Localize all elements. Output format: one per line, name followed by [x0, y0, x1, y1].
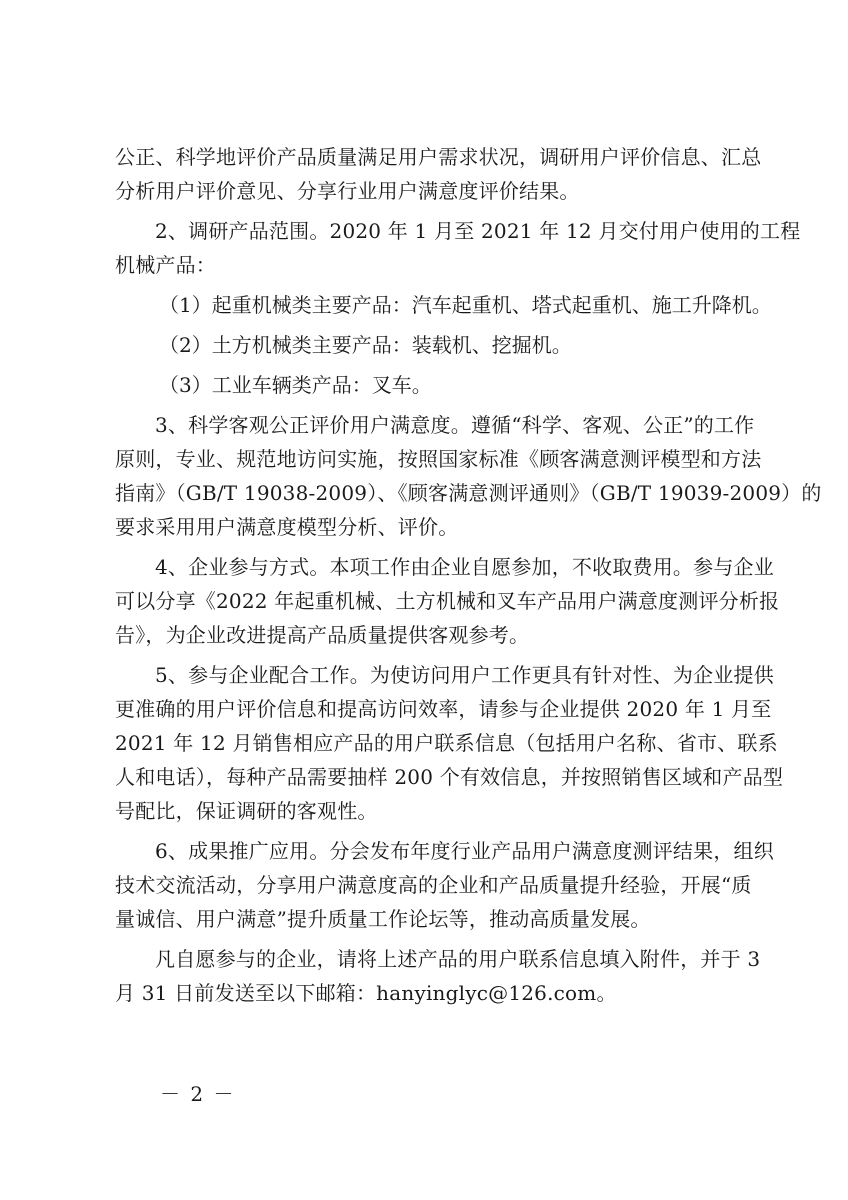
text-line: 3、科学客观公正评价用户满意度。遵循“科学、客观、公正”的工作 — [155, 413, 755, 437]
text-line: 机械产品： — [115, 253, 216, 277]
text-line: 指南》（GB/T 19038-2009）、《顾客满意测评通则》（GB/T 19039-2009）的 — [115, 481, 822, 505]
text-line: 人和电话），每种产品需要抽样 200 个有效信息，并按照销售区域和产品型 — [115, 765, 784, 789]
text-line: 量诚信、用户满意”提升质量工作论坛等，推动高质量发展。 — [115, 907, 651, 931]
document-body — [115, 140, 822, 1016]
text-line: 2021 年 12 月销售相应产品的用户联系信息（包括用户名称、省市、联系 — [115, 731, 778, 755]
text-line: 号配比，保证调研的客观性。 — [115, 799, 378, 823]
paragraph-evaluation-method — [115, 408, 822, 544]
paragraph-results-application — [115, 834, 774, 936]
text-line: 告》，为企业改进提高产品质量提供客观参考。 — [115, 623, 530, 647]
page-number: － 2 － — [160, 1082, 236, 1106]
text-line: 可以分享《2022 年起重机械、土方机械和叉车产品用户满意度测评分析报 — [115, 589, 780, 613]
paragraph-product-scope — [115, 214, 801, 282]
paragraph-submission — [115, 942, 761, 1010]
paragraph-participation — [115, 550, 780, 652]
text-line: 公正、科学地评价产品质量满足用户需求状况，调研用户评价信息、汇总 — [115, 145, 762, 169]
list-item-lifting-machinery: （1）起重机械类主要产品：汽车起重机、塔式起重机、施工升降机。 — [159, 293, 772, 317]
paragraph-intro-continuation — [115, 140, 762, 208]
text-line: 4、企业参与方式。本项工作由企业自愿参加，不收取费用。参与企业 — [155, 555, 774, 579]
list-item-earthmoving-machinery: （2）土方机械类主要产品：装载机、挖掘机。 — [159, 333, 572, 357]
text-line: 凡自愿参与的企业，请将上述产品的用户联系信息填入附件，并于 3 — [155, 947, 761, 971]
text-line: 分析用户评价意见、分享行业用户满意度评价结果。 — [115, 179, 580, 203]
text-line: 技术交流活动，分享用户满意度高的企业和产品质量提升经验，开展“质 — [115, 873, 752, 897]
text-line: 要求采用用户满意度模型分析、评价。 — [115, 515, 459, 539]
text-line: 5、参与企业配合工作。为使访问用户工作更具有针对性、为企业提供 — [155, 663, 774, 687]
list-item-industrial-vehicles: （3）工业车辆类产品：叉车。 — [159, 373, 432, 397]
text-line: 更准确的用户评价信息和提高访问效率，请参与企业提供 2020 年 1 月至 — [115, 697, 772, 721]
text-line: 6、成果推广应用。分会发布年度行业产品用户满意度测评结果，组织 — [155, 839, 774, 863]
paragraph-cooperation — [115, 658, 784, 828]
text-line: 月 31 日前发送至以下邮箱：hanyinglyc@126.com。 — [115, 981, 617, 1005]
text-line: 原则，专业、规范地访问实施，按照国家标准《顾客满意测评模型和方法 — [115, 447, 762, 471]
text-line: 2、调研产品范围。2020 年 1 月至 2021 年 12 月交付用户使用的工程 — [155, 219, 801, 243]
